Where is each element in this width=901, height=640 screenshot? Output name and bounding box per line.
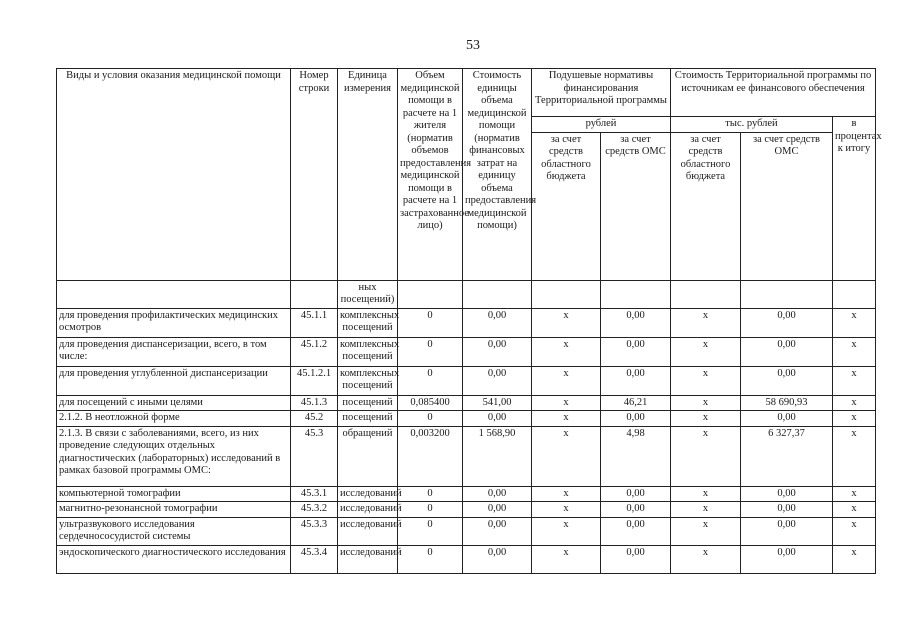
row-territorial-budget: x — [671, 426, 741, 486]
row-volume: 0 — [398, 308, 463, 337]
row-territorial-budget: x — [671, 545, 741, 573]
row-volume: 0 — [398, 366, 463, 395]
row-volume: 0,085400 — [398, 395, 463, 411]
row-volume — [398, 280, 463, 308]
row-unit: комплексных посещений — [338, 337, 398, 366]
row-unit: исследований — [338, 486, 398, 502]
row-unit: исследований — [338, 517, 398, 545]
table-row — [57, 545, 876, 573]
row-volume: 0 — [398, 545, 463, 573]
table-row — [57, 486, 876, 502]
row-cost: 1 568,90 — [463, 426, 532, 486]
header-territorial: Стоимость Территориальной программы по источникам ее финансового обеспечения — [671, 69, 876, 117]
row-territorial-oms: 6 327,37 — [741, 426, 833, 486]
row-volume: 0 — [398, 502, 463, 518]
row-number: 45.2 — [291, 411, 338, 427]
row-name: эндоскопического диагностического исследования — [57, 545, 291, 573]
row-cost: 0,00 — [463, 411, 532, 427]
row-volume: 0,003200 — [398, 426, 463, 486]
row-norm-oms: 0,00 — [601, 502, 671, 518]
row-number: 45.1.2 — [291, 337, 338, 366]
row-unit: исследований — [338, 502, 398, 518]
table-row — [57, 426, 876, 486]
row-cost: 0,00 — [463, 366, 532, 395]
header-norms: Подушевые нормативы финансирования Территориальной программы — [532, 69, 671, 117]
row-volume: 0 — [398, 337, 463, 366]
row-norm-budget: x — [532, 337, 601, 366]
row-territorial-budget — [671, 280, 741, 308]
header-unit: Единица измерения — [338, 69, 398, 281]
row-unit: ных посещений) — [338, 280, 398, 308]
row-percent — [833, 280, 876, 308]
header-percent: в процентах к итогу — [833, 117, 876, 281]
row-territorial-oms: 0,00 — [741, 411, 833, 427]
row-norm-budget: x — [532, 395, 601, 411]
row-name: для проведения диспансеризации, всего, в том числе: — [57, 337, 291, 366]
table-row — [57, 411, 876, 427]
table-row — [57, 280, 876, 308]
row-unit: обращений — [338, 426, 398, 486]
row-territorial-oms: 0,00 — [741, 502, 833, 518]
row-percent: x — [833, 426, 876, 486]
row-percent: x — [833, 545, 876, 573]
row-territorial-budget: x — [671, 308, 741, 337]
row-volume: 0 — [398, 517, 463, 545]
table-row — [57, 517, 876, 545]
header-row-number: Номер строки — [291, 69, 338, 281]
row-territorial-oms: 58 690,93 — [741, 395, 833, 411]
row-cost: 541,00 — [463, 395, 532, 411]
row-norm-oms: 4,98 — [601, 426, 671, 486]
row-norm-oms: 0,00 — [601, 411, 671, 427]
row-unit: комплексных посещений — [338, 308, 398, 337]
row-unit: посещений — [338, 395, 398, 411]
row-name: ультразвукового исследования сердечнососудистой системы — [57, 517, 291, 545]
table-body — [57, 280, 876, 573]
row-cost — [463, 280, 532, 308]
row-number: 45.3 — [291, 426, 338, 486]
row-cost: 0,00 — [463, 517, 532, 545]
row-percent: x — [833, 337, 876, 366]
row-territorial-oms: 0,00 — [741, 308, 833, 337]
page-number: 53 — [466, 38, 480, 53]
row-percent: x — [833, 395, 876, 411]
row-norm-budget: x — [532, 426, 601, 486]
row-cost: 0,00 — [463, 502, 532, 518]
header-volume: Объем медицинской помощи в расчете на 1 жителя (норматив объемов предоставления медицинской помощи в расчете на 1 застрахованное лицо) — [398, 69, 463, 281]
row-percent: x — [833, 517, 876, 545]
row-norm-oms: 0,00 — [601, 337, 671, 366]
table-row — [57, 366, 876, 395]
row-norm-oms — [601, 280, 671, 308]
header-rubles: рублей — [532, 117, 671, 133]
row-territorial-oms — [741, 280, 833, 308]
table-row — [57, 308, 876, 337]
header-norm-oms: за счет средств ОМС — [601, 132, 671, 280]
row-volume: 0 — [398, 486, 463, 502]
row-territorial-budget: x — [671, 411, 741, 427]
row-percent: x — [833, 502, 876, 518]
row-unit: посещений — [338, 411, 398, 427]
row-number: 45.1.2.1 — [291, 366, 338, 395]
row-territorial-oms: 0,00 — [741, 545, 833, 573]
header-cost: Стоимость единицы объема медицинской помощи (норматив финансовых затрат на единицу объема предоставления медицинской помощи) — [463, 69, 532, 281]
header-territorial-budget: за счет средств областного бюджета — [671, 132, 741, 280]
row-percent: x — [833, 486, 876, 502]
row-number: 45.1.3 — [291, 395, 338, 411]
row-norm-budget: x — [532, 366, 601, 395]
row-name: 2.1.2. В неотложной форме — [57, 411, 291, 427]
header-thousand-rubles: тыс. рублей — [671, 117, 833, 133]
row-norm-budget: x — [532, 517, 601, 545]
row-cost: 0,00 — [463, 545, 532, 573]
row-territorial-budget: x — [671, 395, 741, 411]
row-cost: 0,00 — [463, 486, 532, 502]
row-number: 45.3.4 — [291, 545, 338, 573]
row-name: для проведения углубленной диспансеризации — [57, 366, 291, 395]
row-name: для проведения профилактических медицинских осмотров — [57, 308, 291, 337]
row-percent: x — [833, 366, 876, 395]
row-volume: 0 — [398, 411, 463, 427]
row-norm-budget: x — [532, 308, 601, 337]
row-territorial-budget: x — [671, 337, 741, 366]
row-number — [291, 280, 338, 308]
header-kind: Виды и условия оказания медицинской помощи — [57, 69, 291, 281]
row-norm-budget: x — [532, 411, 601, 427]
table-row — [57, 395, 876, 411]
table-row — [57, 337, 876, 366]
row-territorial-budget: x — [671, 502, 741, 518]
row-number: 45.3.2 — [291, 502, 338, 518]
row-name: компьютерной томографии — [57, 486, 291, 502]
row-norm-budget — [532, 280, 601, 308]
row-territorial-oms: 0,00 — [741, 486, 833, 502]
row-number: 45.1.1 — [291, 308, 338, 337]
row-norm-oms: 46,21 — [601, 395, 671, 411]
row-norm-oms: 0,00 — [601, 308, 671, 337]
row-cost: 0,00 — [463, 308, 532, 337]
row-name: 2.1.3. В связи с заболеваниями, всего, из них проведение следующих отдельных диагностических (лабораторных) исследований в рамках базовой программы ОМС: — [57, 426, 291, 486]
row-percent: x — [833, 308, 876, 337]
financing-table — [56, 68, 882, 574]
row-name: магнитно-резонансной томографии — [57, 502, 291, 518]
row-norm-oms: 0,00 — [601, 545, 671, 573]
row-territorial-oms: 0,00 — [741, 517, 833, 545]
row-norm-budget: x — [532, 502, 601, 518]
row-name — [57, 280, 291, 308]
row-percent: x — [833, 411, 876, 427]
row-norm-oms: 0,00 — [601, 366, 671, 395]
row-territorial-budget: x — [671, 366, 741, 395]
row-norm-oms: 0,00 — [601, 486, 671, 502]
row-territorial-budget: x — [671, 486, 741, 502]
row-norm-oms: 0,00 — [601, 517, 671, 545]
row-territorial-budget: x — [671, 517, 741, 545]
header-norm-budget: за счет средств областного бюджета — [532, 132, 601, 280]
row-territorial-oms: 0,00 — [741, 366, 833, 395]
row-territorial-oms: 0,00 — [741, 337, 833, 366]
row-number: 45.3.3 — [291, 517, 338, 545]
row-unit: исследований — [338, 545, 398, 573]
row-cost: 0,00 — [463, 337, 532, 366]
row-norm-budget: x — [532, 486, 601, 502]
row-name: для посещений с иными целями — [57, 395, 291, 411]
table-row — [57, 502, 876, 518]
row-number: 45.3.1 — [291, 486, 338, 502]
row-unit: комплексных посещений — [338, 366, 398, 395]
row-norm-budget: x — [532, 545, 601, 573]
header-territorial-oms: за счет средств ОМС — [741, 132, 833, 280]
